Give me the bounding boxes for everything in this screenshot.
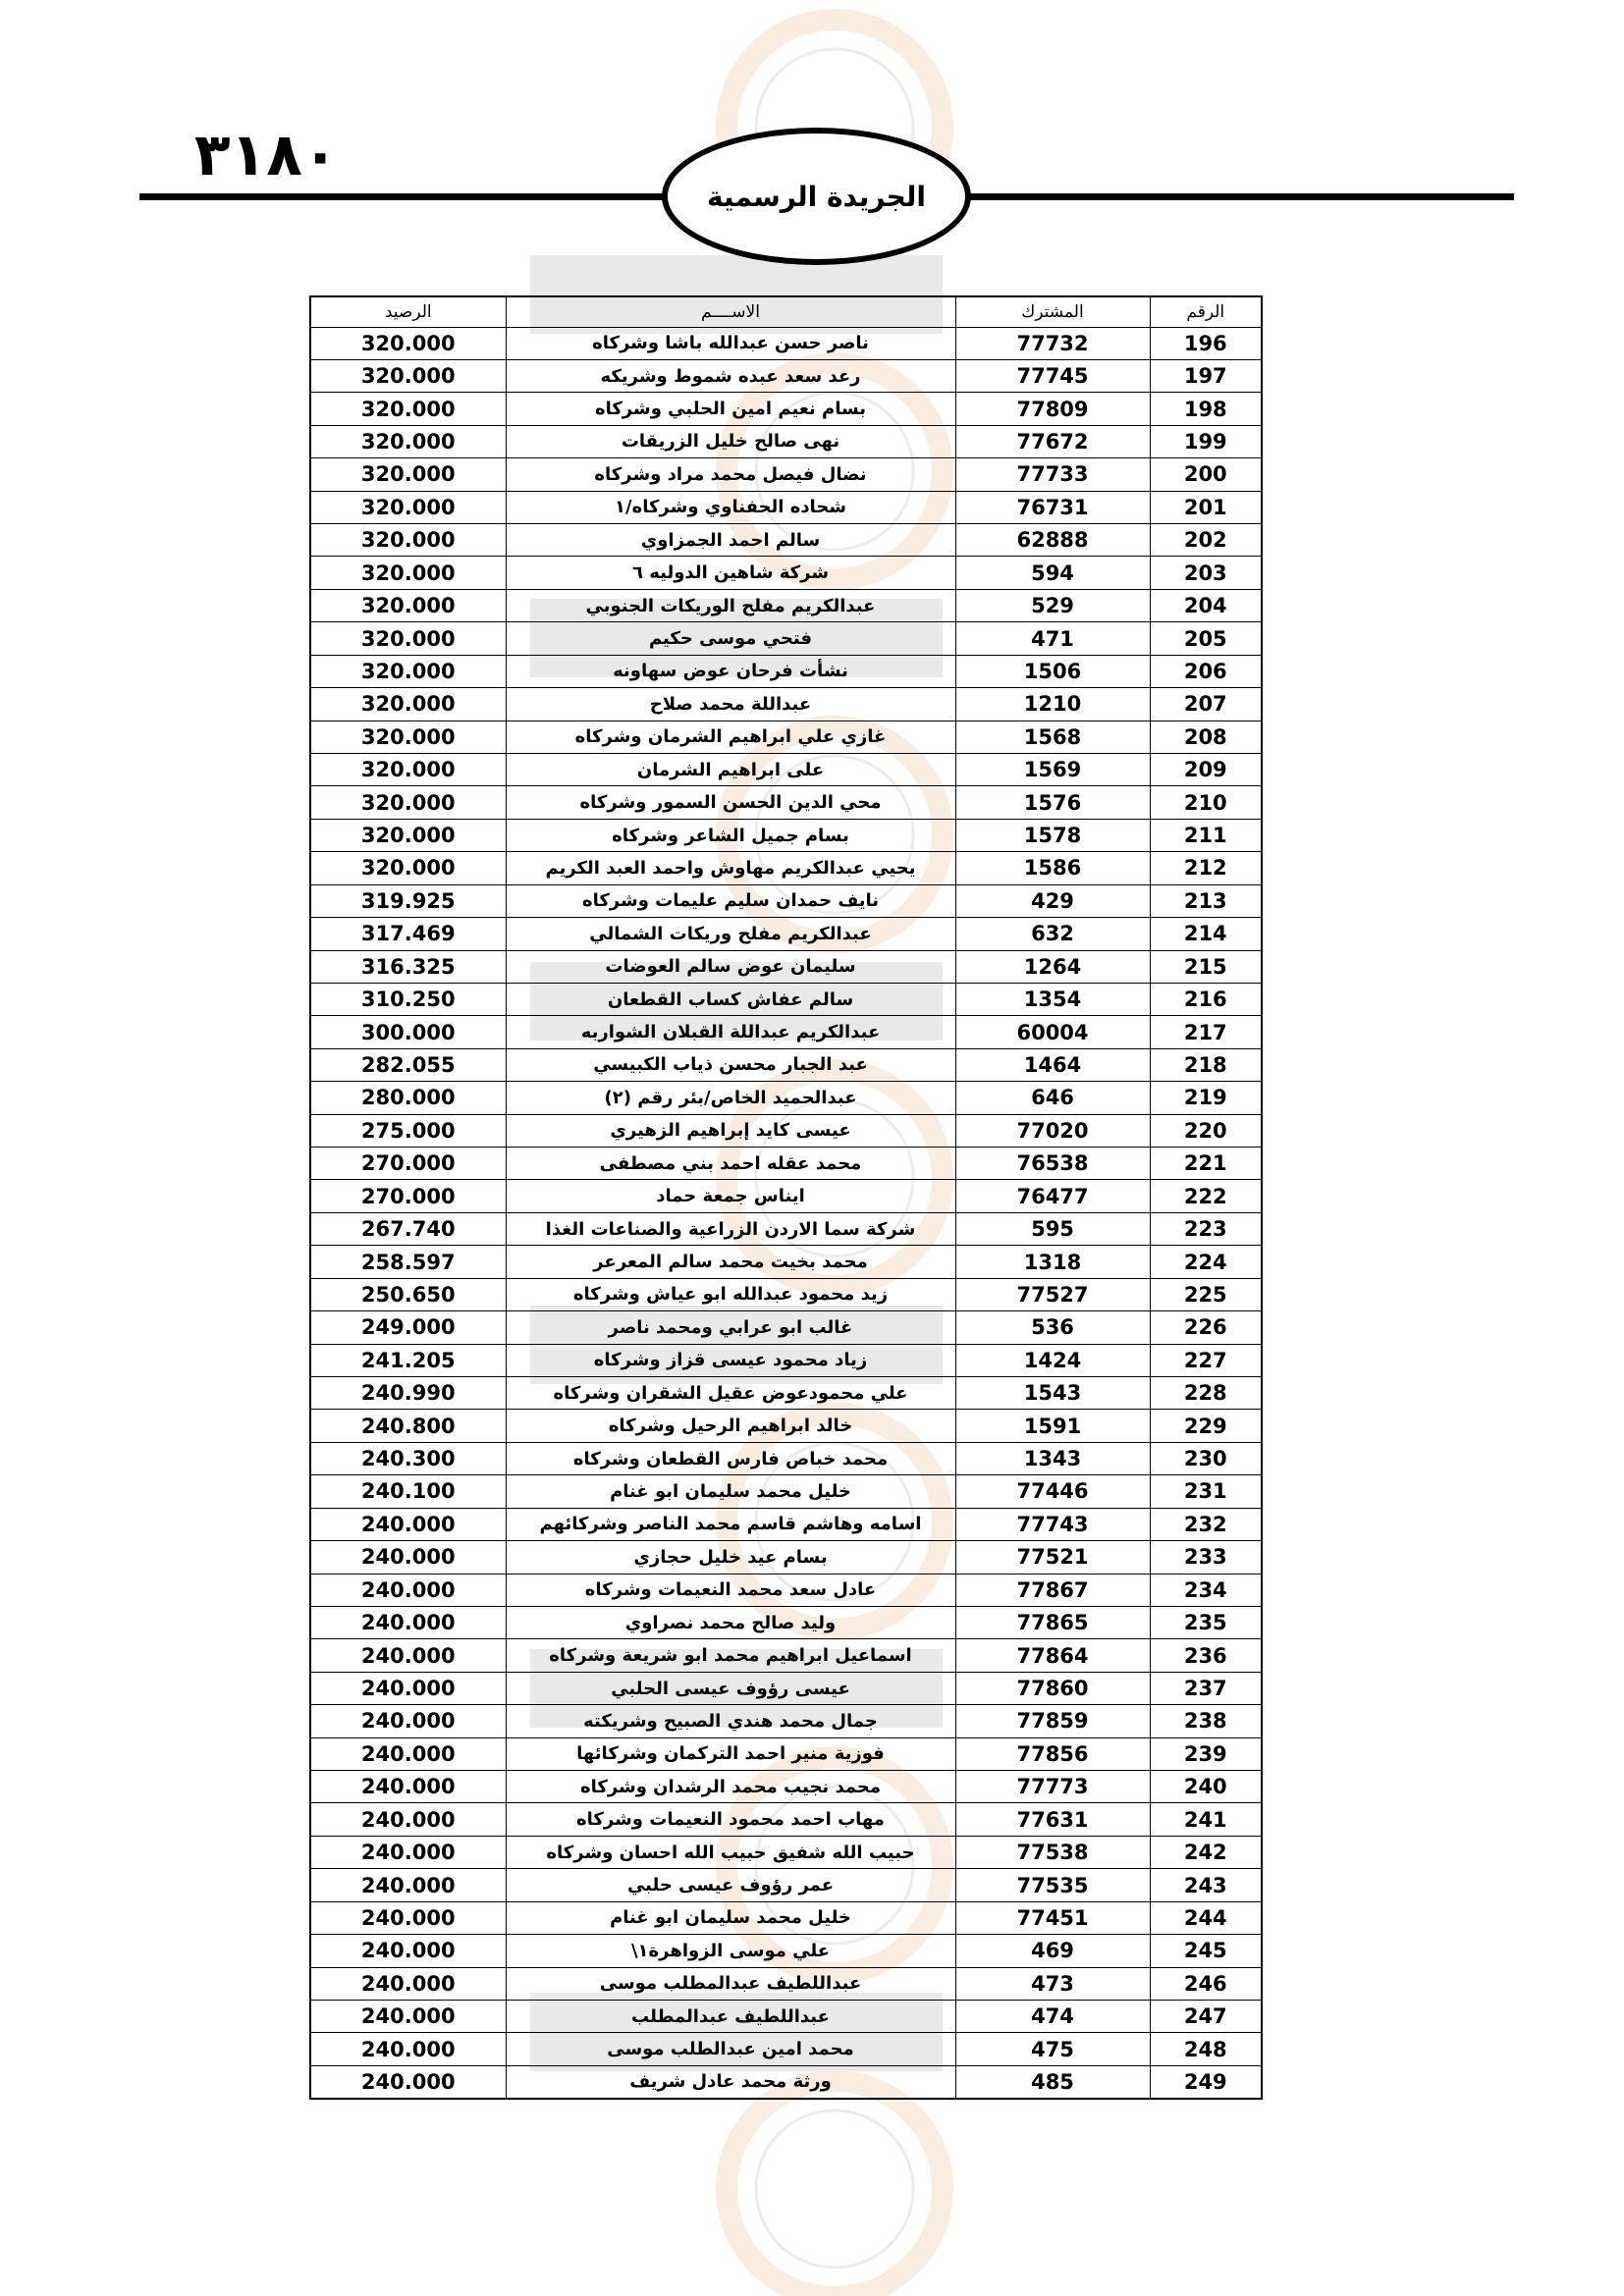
balance-cell: 240.300 xyxy=(310,1442,506,1474)
subscriber-cell: 1464 xyxy=(955,1048,1150,1081)
subscriber-cell: 77733 xyxy=(955,458,1150,491)
balance-cell: 240.000 xyxy=(310,1803,506,1836)
number-cell: 234 xyxy=(1150,1574,1262,1606)
balance-cell: 240.000 xyxy=(310,1541,506,1574)
table-row xyxy=(310,852,1262,884)
number-cell: 207 xyxy=(1150,688,1262,721)
subscriber-cell: 62888 xyxy=(955,524,1150,557)
name-cell: ورثة محمد عادل شريف xyxy=(506,2065,955,2099)
number-cell: 196 xyxy=(1150,327,1262,359)
clock-watermark-icon xyxy=(727,2081,943,2296)
number-cell: 231 xyxy=(1150,1475,1262,1508)
table-row xyxy=(310,819,1262,851)
subscriber-cell: 536 xyxy=(955,1311,1150,1344)
number-cell: 244 xyxy=(1150,1901,1262,1934)
table-row xyxy=(310,1311,1262,1344)
name-cell: عادل سعد محمد النعيمات وشركاه xyxy=(506,1574,955,1606)
number-cell: 243 xyxy=(1150,1869,1262,1901)
subscriber-cell: 77631 xyxy=(955,1803,1150,1836)
balance-cell: 320.000 xyxy=(310,852,506,884)
number-cell: 239 xyxy=(1150,1737,1262,1770)
table-row xyxy=(310,1410,1262,1442)
table-row xyxy=(310,1048,1262,1081)
subscriber-cell: 77859 xyxy=(955,1705,1150,1737)
name-cell: على ابراهيم الشرمان xyxy=(506,753,955,785)
number-cell: 233 xyxy=(1150,1541,1262,1574)
subscriber-cell: 1543 xyxy=(955,1377,1150,1410)
number-cell: 210 xyxy=(1150,786,1262,819)
number-cell: 209 xyxy=(1150,753,1262,785)
number-cell: 205 xyxy=(1150,622,1262,655)
header-balance: الرصيد xyxy=(310,296,506,327)
balance-cell: 270.000 xyxy=(310,1180,506,1212)
name-cell: شركة سما الاردن الزراعية والصناعات الغذا xyxy=(506,1212,955,1245)
name-cell: زياد محمود عيسى قزاز وشركاه xyxy=(506,1344,955,1376)
balance-cell: 320.000 xyxy=(310,425,506,457)
number-cell: 245 xyxy=(1150,1935,1262,1967)
subscriber-cell: 1506 xyxy=(955,655,1150,687)
subscriber-cell: 1586 xyxy=(955,852,1150,884)
balance-cell: 320.000 xyxy=(310,524,506,557)
number-cell: 249 xyxy=(1150,2065,1262,2099)
name-cell: عبداللة محمد صلاح xyxy=(506,688,955,721)
subscriber-cell: 475 xyxy=(955,2033,1150,2065)
number-cell: 197 xyxy=(1150,359,1262,392)
number-cell: 240 xyxy=(1150,1771,1262,1803)
balance-cell: 320.000 xyxy=(310,721,506,753)
subscriber-cell: 646 xyxy=(955,1082,1150,1114)
table-row xyxy=(310,1114,1262,1147)
subscriber-cell: 77864 xyxy=(955,1639,1150,1672)
number-cell: 228 xyxy=(1150,1377,1262,1410)
number-cell: 206 xyxy=(1150,655,1262,687)
table-row xyxy=(310,1212,1262,1245)
subscriber-cell: 529 xyxy=(955,589,1150,621)
balance-cell: 241.205 xyxy=(310,1344,506,1376)
name-cell: علي محمودعوض عقيل الشقران وشركاه xyxy=(506,1377,955,1410)
name-cell: عيسى رؤوف عيسى الحلبي xyxy=(506,1672,955,1704)
name-cell: فوزية منير احمد التركمان وشركائها xyxy=(506,1737,955,1770)
name-cell: مهاب احمد محمود النعيمات وشركاه xyxy=(506,1803,955,1836)
balance-cell: 240.000 xyxy=(310,1967,506,2000)
table-row xyxy=(310,1869,1262,1901)
table-row xyxy=(310,1475,1262,1508)
balance-cell: 317.469 xyxy=(310,918,506,950)
balance-cell: 319.925 xyxy=(310,884,506,917)
table-row xyxy=(310,622,1262,655)
name-cell: رعد سعد عبده شموط وشريكه xyxy=(506,359,955,392)
balance-cell: 240.000 xyxy=(310,1705,506,1737)
balance-cell: 300.000 xyxy=(310,1016,506,1048)
subscriber-cell: 77535 xyxy=(955,1869,1150,1901)
balance-cell: 240.000 xyxy=(310,1639,506,1672)
table-row xyxy=(310,1672,1262,1704)
number-cell: 212 xyxy=(1150,852,1262,884)
balance-cell: 249.000 xyxy=(310,1311,506,1344)
table-row xyxy=(310,1148,1262,1180)
subscriber-cell: 1591 xyxy=(955,1410,1150,1442)
subscriber-cell: 77856 xyxy=(955,1737,1150,1770)
balance-cell: 320.000 xyxy=(310,557,506,589)
number-cell: 213 xyxy=(1150,884,1262,917)
table-row xyxy=(310,1082,1262,1114)
number-cell: 221 xyxy=(1150,1148,1262,1180)
number-cell: 237 xyxy=(1150,1672,1262,1704)
table-row xyxy=(310,1967,1262,2000)
balance-cell: 240.000 xyxy=(310,1574,506,1606)
number-cell: 238 xyxy=(1150,1705,1262,1737)
number-cell: 241 xyxy=(1150,1803,1262,1836)
number-cell: 215 xyxy=(1150,950,1262,983)
name-cell: بسام نعيم امين الحلبي وشركاه xyxy=(506,393,955,425)
subscriber-cell: 77860 xyxy=(955,1672,1150,1704)
balance-cell: 320.000 xyxy=(310,491,506,523)
name-cell: خليل محمد سليمان ابو غنام xyxy=(506,1901,955,1934)
number-cell: 200 xyxy=(1150,458,1262,491)
name-cell: زيد محمود عبدالله ابو عياش وشركاه xyxy=(506,1278,955,1310)
subscriber-cell: 1354 xyxy=(955,983,1150,1015)
name-cell: وليد صالح محمد نصراوي xyxy=(506,1606,955,1638)
name-cell: عيسى كايد إبراهيم الزهيري xyxy=(506,1114,955,1147)
name-cell: فتحي موسى حكيم xyxy=(506,622,955,655)
subscriber-cell: 77773 xyxy=(955,1771,1150,1803)
name-cell: ناصر حسن عبدالله باشا وشركاه xyxy=(506,327,955,359)
number-cell: 219 xyxy=(1150,1082,1262,1114)
table-row xyxy=(310,786,1262,819)
name-cell: سالم عفاش كساب القطعان xyxy=(506,983,955,1015)
page-number: ٣١٨٠ xyxy=(194,121,339,189)
gazette-title: الجريدة الرسمية xyxy=(707,180,926,213)
balance-cell: 316.325 xyxy=(310,950,506,983)
subscriber-cell: 485 xyxy=(955,2065,1150,2099)
balance-cell: 320.000 xyxy=(310,786,506,819)
subscriber-cell: 474 xyxy=(955,2001,1150,2033)
name-cell: عبد الجبار محسن ذياب الكبيسي xyxy=(506,1048,955,1081)
table-row xyxy=(310,1016,1262,1048)
subscriber-cell: 76731 xyxy=(955,491,1150,523)
table-row xyxy=(310,491,1262,523)
table-row xyxy=(310,950,1262,983)
balance-cell: 320.000 xyxy=(310,622,506,655)
table-row xyxy=(310,1771,1262,1803)
subscriber-cell: 469 xyxy=(955,1935,1150,1967)
name-cell: نهى صالح خليل الزريقات xyxy=(506,425,955,457)
subscriber-cell: 471 xyxy=(955,622,1150,655)
subscriber-cell: 77867 xyxy=(955,1574,1150,1606)
table-row xyxy=(310,1344,1262,1376)
number-cell: 230 xyxy=(1150,1442,1262,1474)
subscriber-cell: 1578 xyxy=(955,819,1150,851)
name-cell: نايف حمدان سليم عليمات وشركاه xyxy=(506,884,955,917)
balance-cell: 240.000 xyxy=(310,2001,506,2033)
table-row xyxy=(310,1180,1262,1212)
number-cell: 226 xyxy=(1150,1311,1262,1344)
number-cell: 217 xyxy=(1150,1016,1262,1048)
subscriber-cell: 77672 xyxy=(955,425,1150,457)
number-cell: 248 xyxy=(1150,2033,1262,2065)
number-cell: 201 xyxy=(1150,491,1262,523)
table-row xyxy=(310,1737,1262,1770)
name-cell: اسامه وهاشم قاسم محمد الناصر وشركائهم xyxy=(506,1508,955,1540)
subscriber-cell: 1568 xyxy=(955,721,1150,753)
balance-cell: 282.055 xyxy=(310,1048,506,1081)
subscriber-cell: 594 xyxy=(955,557,1150,589)
number-cell: 229 xyxy=(1150,1410,1262,1442)
number-cell: 218 xyxy=(1150,1048,1262,1081)
name-cell: عمر رؤوف عيسى حلبي xyxy=(506,1869,955,1901)
name-cell: محي الدين الحسن السمور وشركاه xyxy=(506,786,955,819)
balance-cell: 240.000 xyxy=(310,1508,506,1540)
table-row xyxy=(310,557,1262,589)
balance-cell: 240.000 xyxy=(310,1606,506,1638)
table-row xyxy=(310,458,1262,491)
name-cell: جمال محمد هندي الصبيح وشريكته xyxy=(506,1705,955,1737)
number-cell: 204 xyxy=(1150,589,1262,621)
number-cell: 222 xyxy=(1150,1180,1262,1212)
table-row xyxy=(310,524,1262,557)
balance-cell: 240.000 xyxy=(310,1935,506,1967)
name-cell: محمد بخيت محمد سالم المعرعر xyxy=(506,1246,955,1278)
subscriber-cell: 1318 xyxy=(955,1246,1150,1278)
name-cell: عبدالحميد الخاص/بئر رقم (٢) xyxy=(506,1082,955,1114)
subscriber-cell: 1569 xyxy=(955,753,1150,785)
balance-cell: 320.000 xyxy=(310,458,506,491)
table-row xyxy=(310,1705,1262,1737)
subscriber-cell: 77521 xyxy=(955,1541,1150,1574)
subscriber-cell: 76477 xyxy=(955,1180,1150,1212)
subscriber-cell: 77451 xyxy=(955,1901,1150,1934)
balance-cell: 240.000 xyxy=(310,1672,506,1704)
number-cell: 236 xyxy=(1150,1639,1262,1672)
number-cell: 235 xyxy=(1150,1606,1262,1638)
balance-cell: 267.740 xyxy=(310,1212,506,1245)
number-cell: 247 xyxy=(1150,2001,1262,2033)
table-row xyxy=(310,2033,1262,2065)
table-row xyxy=(310,589,1262,621)
number-cell: 224 xyxy=(1150,1246,1262,1278)
table-row xyxy=(310,425,1262,457)
number-cell: 202 xyxy=(1150,524,1262,557)
number-cell: 208 xyxy=(1150,721,1262,753)
table-row xyxy=(310,1442,1262,1474)
name-cell: اسماعيل ابراهيم محمد ابو شريعة وشركاه xyxy=(506,1639,955,1672)
table-row xyxy=(310,1606,1262,1638)
subscriber-cell: 1343 xyxy=(955,1442,1150,1474)
name-cell: خالد ابراهيم الرحيل وشركاه xyxy=(506,1410,955,1442)
balance-cell: 320.000 xyxy=(310,688,506,721)
name-cell: علي موسى الزواهرة١\ xyxy=(506,1935,955,1967)
balance-cell: 240.000 xyxy=(310,2033,506,2065)
subscriber-cell: 77865 xyxy=(955,1606,1150,1638)
number-cell: 211 xyxy=(1150,819,1262,851)
balance-cell: 320.000 xyxy=(310,589,506,621)
table-row xyxy=(310,1935,1262,1967)
number-cell: 214 xyxy=(1150,918,1262,950)
subscriber-cell: 77745 xyxy=(955,359,1150,392)
balance-cell: 280.000 xyxy=(310,1082,506,1114)
number-cell: 199 xyxy=(1150,425,1262,457)
clock-face-icon xyxy=(756,2110,913,2268)
number-cell: 232 xyxy=(1150,1508,1262,1540)
gazette-title-oval xyxy=(662,128,971,265)
subscriber-cell: 1424 xyxy=(955,1344,1150,1376)
balance-cell: 275.000 xyxy=(310,1114,506,1147)
name-cell: عبدالكريم مفلح وريكات الشمالي xyxy=(506,918,955,950)
subscriber-cell: 60004 xyxy=(955,1016,1150,1048)
number-cell: 225 xyxy=(1150,1278,1262,1310)
name-cell: بسام عيد خليل حجازي xyxy=(506,1541,955,1574)
name-cell: غالب ابو عرابي ومحمد ناصر xyxy=(506,1311,955,1344)
table-row xyxy=(310,721,1262,753)
table-row xyxy=(310,983,1262,1015)
table-row xyxy=(310,655,1262,687)
name-cell: سليمان عوض سالم العوضات xyxy=(506,950,955,983)
number-cell: 198 xyxy=(1150,393,1262,425)
balance-cell: 320.000 xyxy=(310,655,506,687)
balances-table xyxy=(309,295,1263,2100)
table-row xyxy=(310,1574,1262,1606)
balance-cell: 320.000 xyxy=(310,327,506,359)
table-row xyxy=(310,1836,1262,1868)
subscriber-cell: 429 xyxy=(955,884,1150,917)
table-row xyxy=(310,2065,1262,2099)
balance-cell: 240.100 xyxy=(310,1475,506,1508)
table-row xyxy=(310,753,1262,785)
subscriber-cell: 1264 xyxy=(955,950,1150,983)
name-cell: عبداللطيف عبدالمطلب موسى xyxy=(506,1967,955,2000)
balance-cell: 240.000 xyxy=(310,1901,506,1934)
balance-cell: 240.000 xyxy=(310,2065,506,2099)
name-cell: محمد خباص فارس القطعان وشركاه xyxy=(506,1442,955,1474)
table-header-row xyxy=(310,296,1262,327)
table-row xyxy=(310,688,1262,721)
balance-cell: 240.000 xyxy=(310,1737,506,1770)
subscriber-cell: 77538 xyxy=(955,1836,1150,1868)
subscriber-cell: 632 xyxy=(955,918,1150,950)
balance-cell: 258.597 xyxy=(310,1246,506,1278)
name-cell: عبدالكريم مفلح الوريكات الجنوبي xyxy=(506,589,955,621)
name-cell: محمد امين عبدالطلب موسى xyxy=(506,2033,955,2065)
number-cell: 203 xyxy=(1150,557,1262,589)
subscriber-cell: 77020 xyxy=(955,1114,1150,1147)
balance-cell: 250.650 xyxy=(310,1278,506,1310)
table-row xyxy=(310,1377,1262,1410)
name-cell: سالم احمد الجمزاوي xyxy=(506,524,955,557)
table-row xyxy=(310,393,1262,425)
header-number: الرقم xyxy=(1150,296,1262,327)
table-row xyxy=(310,1639,1262,1672)
subscriber-cell: 77527 xyxy=(955,1278,1150,1310)
subscriber-cell: 595 xyxy=(955,1212,1150,1245)
subscriber-cell: 77446 xyxy=(955,1475,1150,1508)
balance-cell: 240.000 xyxy=(310,1771,506,1803)
header-name: الاســــم xyxy=(506,296,955,327)
header-rule-right xyxy=(967,193,1514,200)
balance-cell: 240.000 xyxy=(310,1869,506,1901)
name-cell: يحيي عبدالكريم مهاوش واحمد العبد الكريم xyxy=(506,852,955,884)
subscriber-cell: 76538 xyxy=(955,1148,1150,1180)
subscriber-cell: 77809 xyxy=(955,393,1150,425)
table-row xyxy=(310,918,1262,950)
name-cell: شركة شاهين الدوليه ٦ xyxy=(506,557,955,589)
balance-cell: 240.800 xyxy=(310,1410,506,1442)
table-row xyxy=(310,884,1262,917)
name-cell: حبيب الله شفيق حبيب الله احسان وشركاه xyxy=(506,1836,955,1868)
header-rule-left xyxy=(139,193,666,200)
balance-cell: 240.990 xyxy=(310,1377,506,1410)
table-row xyxy=(310,1803,1262,1836)
table-row xyxy=(310,327,1262,359)
name-cell: بسام جميل الشاعر وشركاه xyxy=(506,819,955,851)
balance-cell: 310.250 xyxy=(310,983,506,1015)
number-cell: 242 xyxy=(1150,1836,1262,1868)
name-cell: ايناس جمعة حماد xyxy=(506,1180,955,1212)
name-cell: عبدالكريم عبداللة القبلان الشواربه xyxy=(506,1016,955,1048)
table-row xyxy=(310,1541,1262,1574)
table-row xyxy=(310,1901,1262,1934)
balance-cell: 320.000 xyxy=(310,753,506,785)
table-row xyxy=(310,1246,1262,1278)
table-row xyxy=(310,1278,1262,1310)
subscriber-cell: 77743 xyxy=(955,1508,1150,1540)
name-cell: نضال فيصل محمد مراد وشركاه xyxy=(506,458,955,491)
balance-cell: 320.000 xyxy=(310,393,506,425)
number-cell: 220 xyxy=(1150,1114,1262,1147)
subscriber-cell: 473 xyxy=(955,1967,1150,2000)
name-cell: محمد نجيب محمد الرشدان وشركاه xyxy=(506,1771,955,1803)
header-subscriber: المشترك xyxy=(955,296,1150,327)
name-cell: غازي علي ابراهيم الشرمان وشركاه xyxy=(506,721,955,753)
balance-cell: 320.000 xyxy=(310,359,506,392)
table-row xyxy=(310,1508,1262,1540)
name-cell: محمد عقله احمد بني مصطفى xyxy=(506,1148,955,1180)
table-row xyxy=(310,359,1262,392)
number-cell: 216 xyxy=(1150,983,1262,1015)
number-cell: 227 xyxy=(1150,1344,1262,1376)
number-cell: 223 xyxy=(1150,1212,1262,1245)
subscriber-cell: 1576 xyxy=(955,786,1150,819)
subscriber-cell: 77732 xyxy=(955,327,1150,359)
balance-cell: 270.000 xyxy=(310,1148,506,1180)
table-row xyxy=(310,2001,1262,2033)
balance-cell: 320.000 xyxy=(310,819,506,851)
balance-cell: 240.000 xyxy=(310,1836,506,1868)
name-cell: خليل محمد سليمان ابو غنام xyxy=(506,1475,955,1508)
name-cell: شحاده الحفناوي وشركاه/١ xyxy=(506,491,955,523)
name-cell: عبداللطيف عبدالمطلب xyxy=(506,2001,955,2033)
subscriber-cell: 1210 xyxy=(955,688,1150,721)
number-cell: 246 xyxy=(1150,1967,1262,2000)
name-cell: نشأت فرحان عوض سهاونه xyxy=(506,655,955,687)
